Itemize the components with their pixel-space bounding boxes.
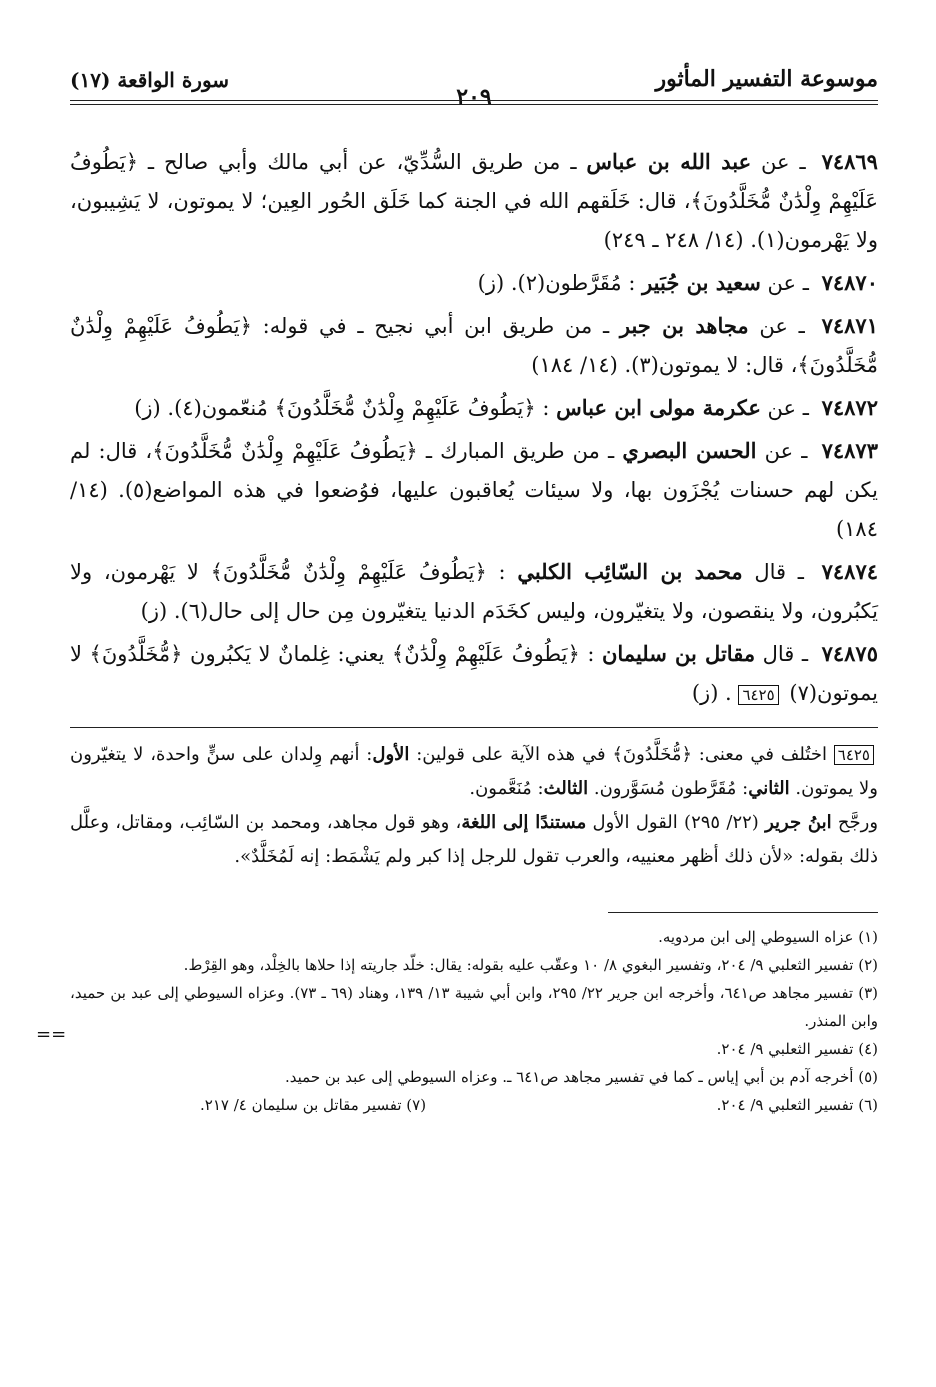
- narrator-name: عبد الله بن عباس: [586, 149, 752, 174]
- commentary-bold: الثالث: [543, 778, 589, 799]
- footnote-rule: [608, 912, 878, 913]
- commentary-box: ٦٤٢٥: [834, 745, 874, 765]
- header-rule: [70, 100, 878, 101]
- footnote: (٥) أخرجه آدم بن أبي إياس ـ كما في تفسير مجاهد ص٦٤١ ـ. وعزاه السيوطي إلى عبد بن حميد.: [285, 1068, 878, 1086]
- entry-number: ٧٤٨٧١: [821, 313, 878, 338]
- commentary-text: : أنهم وِلدان على سنٍّ واحدة، لا يتغيّرون ولا يموتون.: [70, 744, 878, 799]
- entry-text: ـ من طريق السُّدِّيّ، عن أبي مالك وأبي صالح ـ ﴿يَطُوفُ عَلَيْهِمْ وِلْدَٰنٌ مُّخَلَّدُونَ﴾، قال: خَلَقهم الله في الجنة كما خَلَق الحُور العِين؛ لا يموتون، لا يَشِيبون، ولا يَهْرمون(١). (١٤/ ٢٤٨ ـ ٢٤٩): [70, 150, 878, 252]
- entry: [70, 142, 878, 260]
- entry-lead: ـ عن: [751, 150, 806, 174]
- entry-lead: ـ عن: [748, 314, 805, 338]
- entry-lead: ـ عن: [760, 396, 809, 420]
- footnote-row: [70, 1091, 878, 1119]
- entry-text: : ﴿يَطُوفُ عَلَيْهِمْ وِلْدَٰنٌ مُّخَلَّدُونَ﴾ مُنعّمون(٤). (ز): [134, 396, 550, 420]
- main-text: [70, 142, 878, 1119]
- entry-lead: ـ عن: [760, 271, 809, 295]
- entry-number: ٧٤٨٧٠: [821, 270, 878, 295]
- entry-number: ٧٤٨٧٥: [821, 641, 878, 666]
- narrator-name: مجاهد بن جبر: [619, 313, 749, 338]
- entry-lead: ـ قال: [742, 560, 804, 584]
- commentary-bold: مستندًا إلى اللغة: [461, 812, 587, 833]
- entry-text: : ﴿يَطُوفُ عَلَيْهِمْ وِلْدَٰنٌ﴾ يعني: غِلمانٌ لا يَكبُرون ﴿مُّخَلَّدُونَ﴾ لا يموتون(٧): [70, 642, 878, 705]
- entry-number: ٧٤٨٦٩: [821, 149, 878, 174]
- narrator-name: الحسن البصري: [622, 438, 757, 463]
- entry-lead: ـ عن: [756, 439, 808, 463]
- entry-text: ـ من طريق ابن أبي نجيح ـ في قوله: ﴿يَطُوفُ عَلَيْهِمْ وِلْدَٰنٌ مُّخَلَّدُونَ﴾، قال: لا يموتون(٣). (١٤/ ١٨٤): [70, 314, 878, 377]
- commentary-text: : مُنَعَّمون.: [469, 778, 544, 799]
- entry: [70, 306, 878, 385]
- entry: [70, 431, 878, 549]
- footnote: (١) عزاه السيوطي إلى ابن مردويه.: [658, 928, 878, 946]
- margin-mark: ==: [36, 1024, 67, 1045]
- narrator-name: سعيد بن جُبَير: [642, 270, 761, 295]
- narrator-name: مقاتل بن سليمان: [602, 641, 756, 666]
- entry-number: ٧٤٨٧٣: [821, 438, 878, 463]
- entry-number: ٧٤٨٧٢: [821, 395, 878, 420]
- header-rule-double: [70, 104, 878, 105]
- entry-text: : ﴿يَطُوفُ عَلَيْهِمْ وِلْدَٰنٌ مُّخَلَّدُونَ﴾ لا يَهْرمون، ولا يَكبُرون، ولا ينقصون، ولا يتغيّرون، وليس كخَدَم الدنيا يتغيّرون مِن حال إلى حال(٦). (ز): [70, 560, 878, 623]
- footnote: (٢) تفسير الثعلبي ٩/ ٢٠٤، وتفسير البغوي ٨/ ١٠ وعقّب عليه بقوله: يقال: خلّد جاريته إذا حلاها بالخِلْد، وهو القِرْط.: [183, 956, 878, 974]
- commentary: [70, 738, 878, 874]
- entry: [70, 634, 878, 715]
- commentary-bold: الأول: [372, 744, 410, 765]
- entry-lead: ـ قال: [755, 642, 809, 666]
- book-title: موسوعة التفسير المأثور: [655, 66, 878, 92]
- commentary-text: ، وهو قول مجاهد، ومحمد بن السّائِب، ومقاتل، وعلَّل ذلك بقوله: «لأن ذلك أظهر معنييه، والعرب تقول للرجل إذا كبر ولم يَشْمَط: إنه لَمُخَلَّدٌ».: [70, 812, 878, 867]
- narrator-name: محمد بن السّائِب الكلبي: [517, 559, 743, 584]
- commentary-text: ورجَّح: [831, 812, 879, 833]
- surah-name: سورة الواقعة (١٧): [70, 68, 230, 92]
- entry-text: ـ من طريق المبارك ـ ﴿يَطُوفُ عَلَيْهِمْ وِلْدَٰنٌ مُّخَلَّدُونَ﴾، قال: لم يكن لهم حسنات يُجْزَون بها، ولا سيئات يُعاقبون عليها، فوُضعوا في هذه المواضع(٥). (١٤/ ١٨٤): [70, 439, 878, 541]
- entry-number: ٧٤٨٧٤: [821, 559, 879, 584]
- footnote: (٤) تفسير الثعلبي ٩/ ٢٠٤.: [716, 1040, 878, 1058]
- entry-tail: . (ز): [691, 681, 732, 705]
- commentary-text: اختُلف في معنى: ﴿مُّخَلَّدُونَ﴾ في هذه الآية على قولين:: [409, 744, 827, 765]
- entry: [70, 388, 878, 428]
- commentary-text: : مُقَرَّطون مُسَوَّرون.: [588, 778, 749, 799]
- footnotes: [70, 923, 878, 1119]
- page-header: [70, 62, 878, 110]
- commentary-separator: [70, 727, 878, 728]
- commentary-bold: ابنُ جرير: [765, 812, 832, 833]
- footnote: (٧) تفسير مقاتل بن سليمان ٤/ ٢١٧.: [200, 1096, 427, 1114]
- cross-ref-box: ٦٤٢٥: [738, 685, 778, 705]
- entry: [70, 263, 878, 303]
- footnote: (٣) تفسير مجاهد ص٦٤١، وأخرجه ابن جرير ٢٢/ ٢٩٥، وابن أبي شيبة ١٣/ ١٣٩، وهناد (٦٩ ـ ٧٣). وعزاه السيوطي إلى عبد بن حميد، وابن المنذر.: [70, 984, 879, 1030]
- entry-text: : مُقَرَّطون(٢). (ز): [477, 271, 636, 295]
- footnote: (٦) تفسير الثعلبي ٩/ ٢٠٤.: [716, 1096, 878, 1114]
- entry: [70, 552, 878, 631]
- narrator-name: عكرمة مولى ابن عباس: [556, 395, 761, 420]
- commentary-text: (٢٢/ ٢٩٥) القول الأول: [586, 812, 766, 833]
- page-number: ٢٠٩: [444, 84, 503, 110]
- commentary-bold: الثاني: [748, 778, 790, 799]
